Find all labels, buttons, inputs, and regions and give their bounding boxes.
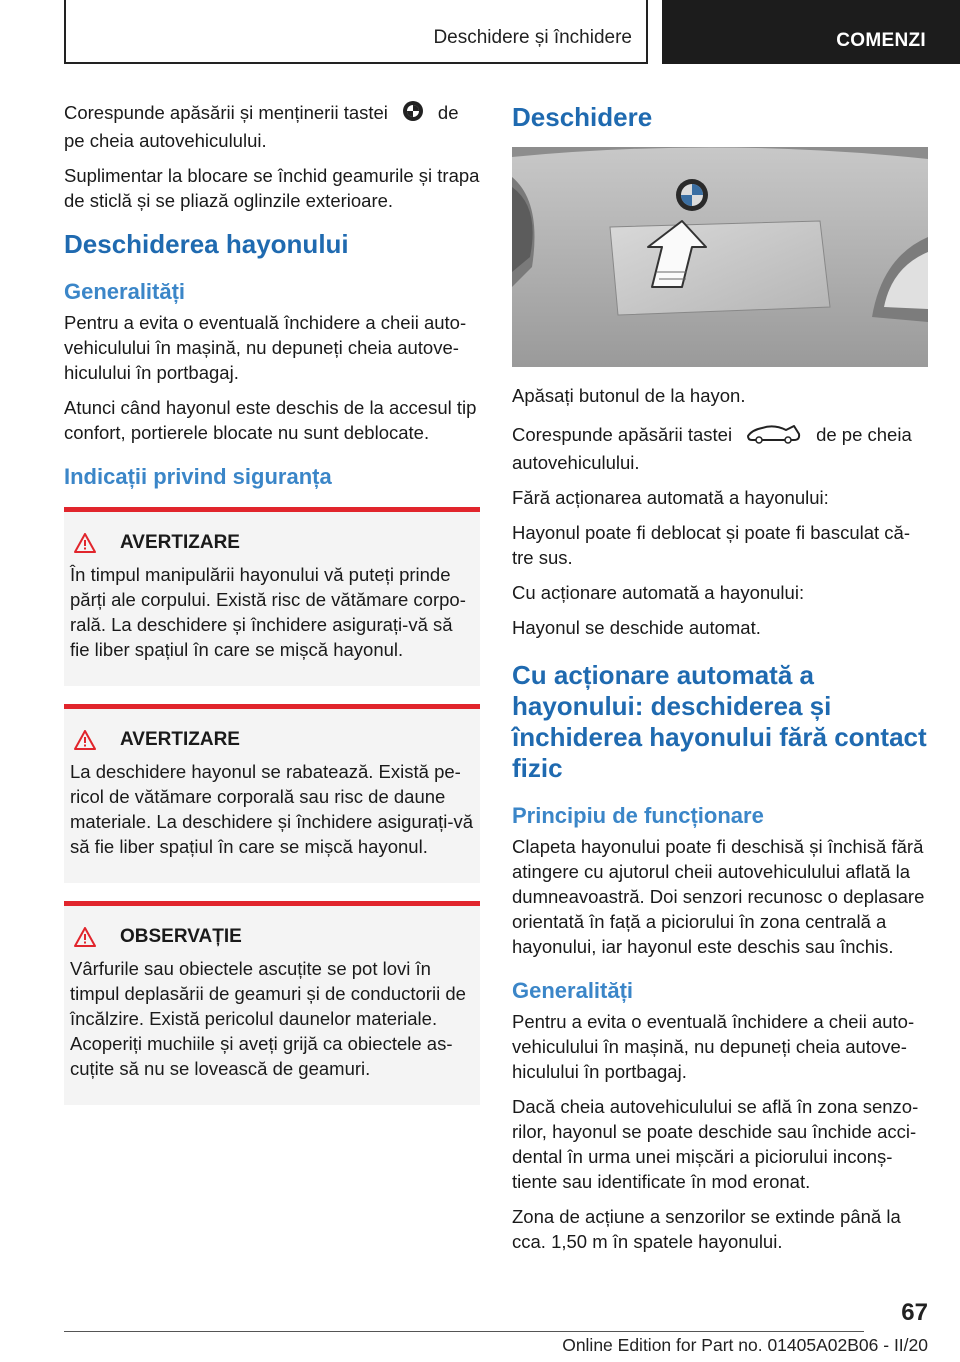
header-section-title: Deschidere și închidere: [433, 27, 632, 48]
warning-title: AVERTIZARE: [120, 729, 240, 751]
tailgate-key-paragraph: Corespunde apăsării tastei de pe cheia autovehiculului.: [512, 424, 912, 474]
warning-triangle-icon: [74, 533, 96, 553]
footer-edition: Online Edition for Part no. 01405A02B06 - II/20: [562, 1335, 928, 1355]
bmw-key-button-icon: [402, 100, 424, 128]
warning-box: [64, 507, 480, 686]
right-column: [512, 100, 928, 1264]
general-paragraph-2: Atunci când hayonul este deschis de la accesul tip confort, portierele blocate nu sunt deblocate.: [64, 397, 477, 444]
warning-text: În timpul manipulării hayonului vă puteți prinde părți ale corpului. Există risc de vătămare corpo-rală. La deschidere și închidere asigurați-vă să fie liber spațiul în care se mișcă hayonul.: [70, 564, 466, 661]
auto-label: Cu acționare automată a hayonului:: [512, 582, 805, 604]
tailgate-opening-heading: Deschiderea hayonului: [64, 229, 349, 260]
notice-title: OBSERVAȚIE: [120, 926, 242, 948]
opening-heading: Deschidere: [512, 102, 653, 132]
header-chapter-title: COMENZI: [836, 30, 926, 51]
principle-paragraph: Clapeta hayonului poate fi deschisă și închisă fără atingere cu ajutorul cheii autovehiculului aflată la dumneavoastră. Doi senzori recunosc o deplasare orientată în față a piciorului în zona centrală a hayonului, iar hayonul este deschis sau închis.: [512, 836, 925, 958]
warning-text: La deschidere hayonul se rabatează. Există pe-ricol de vătămare corporală sau risc de daune materiale. La deschidere și închidere asigurați-vă să fie liber spațiul în care se mișcă hayonul.: [70, 761, 474, 858]
general-heading-right: Generalități: [512, 978, 634, 1004]
warning-triangle-icon: [74, 730, 96, 750]
no-auto-label: Fără acționarea automată a hayonului:: [512, 487, 829, 509]
contactless-heading: Cu acționare automată a hayonului: deschiderea și închiderea hayonului fără contact fizic: [512, 660, 927, 784]
principle-heading: Principiu de funcționare: [512, 803, 764, 829]
comfort-close-paragraph: Suplimentar la blocare se închid geamurile și trapa de sticlă și se pliază oglinzile exterioare.: [64, 165, 480, 212]
general-right-paragraph-2: Dacă cheia autovehiculului se află în zona senzo-rilor, hayonul se poate deschide sau închide acci-dental în urma unei mișcări a piciorului inconș-tiente sau identificate în mod eronat.: [512, 1096, 919, 1193]
general-paragraph-1: Pentru a evita o eventuală închidere a cheii auto-vehiculului în mașină, nu depuneți cheia autove-hiculului în portbagaj.: [64, 312, 467, 384]
no-auto-text: Hayonul poate fi deblocat și poate fi basculat că-tre sus.: [512, 522, 910, 569]
general-right-paragraph-3: Zona de acțiune a senzorilor se extinde până la cca. 1,50 m în spatele hayonului.: [512, 1206, 901, 1253]
general-right-paragraph-1: Pentru a evita o eventuală închidere a cheii auto-vehiculului în mașină, nu depuneți cheia autove-hiculului în portbagaj.: [512, 1011, 915, 1083]
safety-heading: Indicații privind siguranța: [64, 464, 332, 490]
warning-box: [64, 704, 480, 883]
header-chapter-tab: [662, 0, 960, 64]
header-section-tab: [64, 0, 648, 64]
lock-key-paragraph: Corespunde apăsării și menținerii tastei de pe cheia autovehiculului.: [64, 102, 459, 152]
footer-divider: [64, 1331, 864, 1332]
page-number: 67: [901, 1299, 928, 1326]
press-button-paragraph: Apăsați butonul de la hayon.: [512, 385, 746, 406]
auto-text: Hayonul se deschide automat.: [512, 617, 761, 639]
notice-box: [64, 901, 480, 1105]
warning-triangle-icon: [74, 927, 96, 947]
general-heading: Generalități: [64, 279, 186, 305]
left-column: [64, 100, 480, 1105]
notice-text: Vârfurile sau obiectele ascuțite se pot lovi în timpul deplasării de geamuri și de conductorii de încălzire. Există pericolul daunelor materiale. Acoperiți muchiile și aveți grijă ca obiectele as-cuțite să nu se lovească de geamuri.: [70, 958, 466, 1080]
warning-title: AVERTIZARE: [120, 532, 240, 554]
tailgate-button-photo: [512, 147, 928, 367]
tailgate-key-button-icon: [746, 422, 802, 450]
